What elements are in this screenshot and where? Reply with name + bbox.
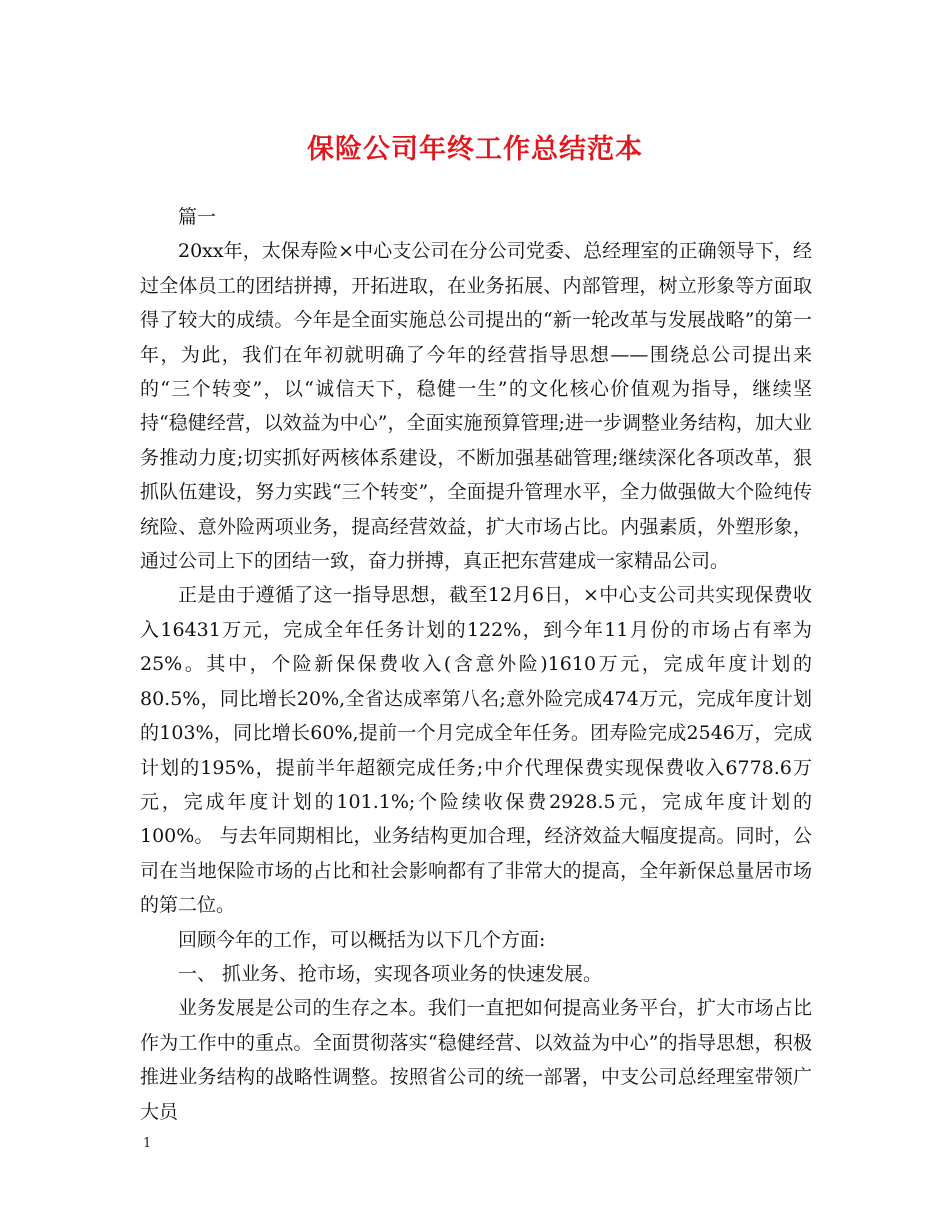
paragraph-review: 回顾今年的工作，可以概括为以下几个方面: [178, 928, 546, 951]
page-number: 1 [143, 1136, 152, 1151]
paragraph-business: 业务发展是公司的生存之本。我们一直把如何提高业务平台，扩大市场占比作为工作中的重点。全面贯彻落实“稳健经营、以效益为中心”的指导思想，积极推进业务结构的战略性调整。按照省公司的统一部署，中支公司总经理室带领广大员 [140, 997, 812, 1123]
subsection-heading: 一、 抓业务、抢市场，实现各项业务的快速发展。 [178, 962, 603, 985]
paragraph-intro: 20xx年，太保寿险×中心支公司在分公司党委、总经理室的正确领导下，经过全体员工的团结拼搏，开拓进取，在业务拓展、内部管理，树立形象等方面取得了较大的成绩。今年是全面实施总公司提出的“新一轮改革与发展战略”的第一年，为此，我们在年初就明确了今年的经营指导思想——围绕总公司提出来的“三个转变”，以“诚信天下，稳健一生”的文化核心价值观为指导，继续坚持“稳健经营，以效益为中心”，全面实施预算管理;进一步调整业务结构，加大业务推动力度;切实抓好两核体系建设，不断加强基础管理;继续深化各项改革，狠抓队伍建设，努力实践“三个转变”，全面提升管理水平，全力做强做大个险纯传统险、意外险两项业务，提高经营效益，扩大市场占比。内强素质，外塑形象，通过公司上下的团结一致，奋力拼搏，真正把东营建成一家精品公司。 [140, 240, 812, 573]
paragraph-results: 正是由于遵循了这一指导思想，截至12月6日，×中心支公司共实现保费收入16431万元，完成全年任务计划的122%，到今年11月份的市场占有率为 25%。其中，个险新保保费收入(含意外险)1610万元，完成年度计划的80.5%，同比增长20%,全省达成率第八名;意外险完成474万元，完成年度计划的103%，同比增长60%,提前一个月完成全年任务。团寿险完成2546万，完成计划的195%，提前半年超额完成任务;中介代理保费实现保费收入6778.6万元，完成年度计划的101.1%;个险续收保费2928.5元，完成年度计划的100%。 与去年同期相比，业务结构更加合理，经济效益大幅度提高。同时，公司在当地保险市场的占比和社会影响都有了非常大的提高，全年新保总量居市场的第二位。 [140, 584, 812, 917]
document-title: 保险公司年终工作总结范本 [307, 134, 643, 165]
document-body [140, 200, 812, 1129]
section-heading: 篇一 [178, 206, 217, 228]
